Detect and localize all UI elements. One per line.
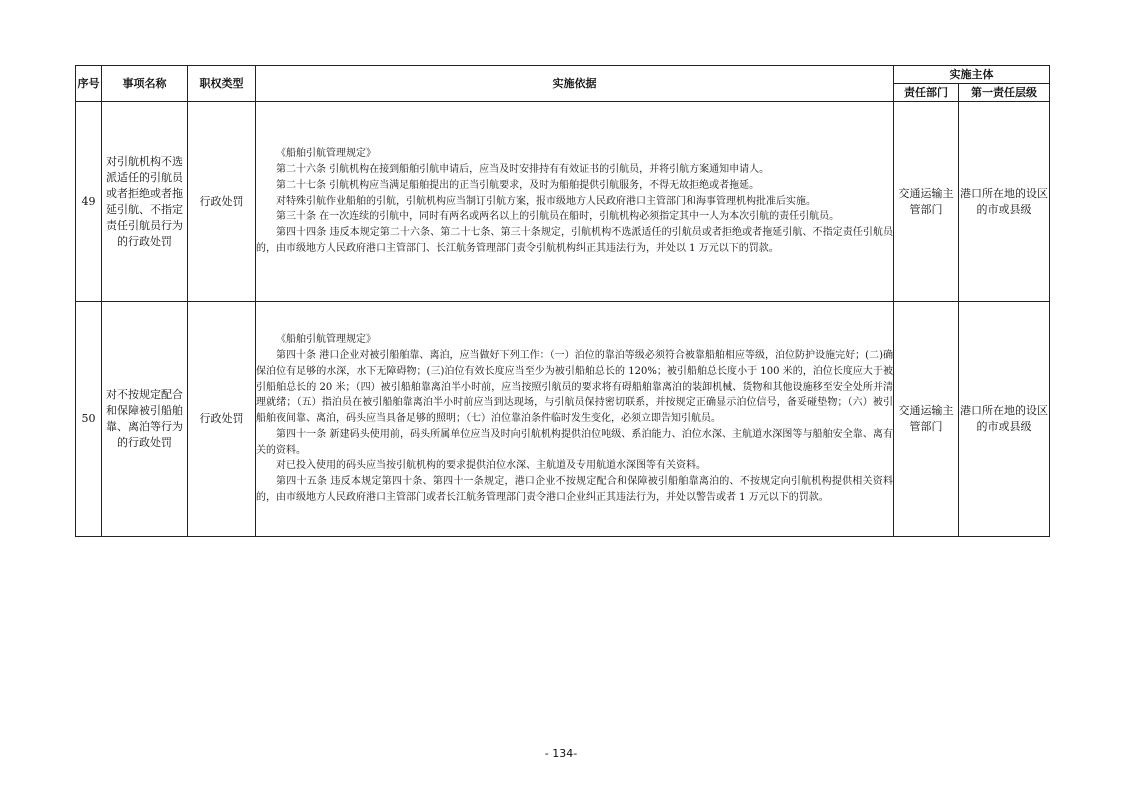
basis-paragraph: 第四十五条 违反本规定第四十条、第四十一条规定，港口企业不按规定配合和保障被引船舶靠离泊的、不按规定向引航机构提供相关资料的，由市级地方人民政府港口主管部门或者长江航务管理部门责令港口企业纠正其违法行为，并处以警告或者 1 万元以下的罚款。 — [256, 476, 893, 504]
header-responsible-dept: 责任部门 — [894, 84, 959, 102]
row-basis — [256, 302, 894, 537]
row-responsible-dept: 交通运输主管部门 — [894, 102, 959, 302]
basis-paragraph: 《船舶引航管理规定》 — [276, 148, 376, 160]
header-first-level: 第一责任层级 — [959, 84, 1050, 102]
row-authority-type: 行政处罚 — [188, 302, 256, 537]
header-authority-type: 职权类型 — [188, 66, 256, 102]
basis-paragraph: 第四十条 港口企业对被引船舶靠、离泊，应当做好下列工作：（一）泊位的靠泊等级必须符合被靠船舶相应等级，泊位防护设施完好；(二)确保泊位有足够的水深，水下无障碍物；(三)泊位有效长度应当至少为被引船舶总长的 120%；被引船舶总长度小于 100 米的，泊位长度应大于被引船舶总长的 20 米；（四）被引船舶靠离泊半小时前，应当按照引航员的要求将有碍船舶靠离泊的装卸机械、货物和其他设施移至安全处所并清理就绪；（五）指泊员在被引船舶靠离泊半小时前应当到达现场，与引航员保持密切联系，并按规定正确显示泊位信号，备妥碰垫物；（六）被引船舶夜间靠、离泊，码头应当具备足够的照明；（七）泊位靠泊条件临时发生变化，必须立即告知引航员。 — [256, 349, 893, 425]
basis-paragraph: 第二十七条 引航机构应当满足船舶提出的正当引航要求，及时为船舶提供引航服务，不得无故拒绝或者拖延。 — [276, 179, 760, 191]
enforcement-table — [75, 65, 1050, 537]
basis-paragraph: 第三十条 在一次连续的引航中，同时有两名或两名以上的引航员在船时，引航机构必须指定其中一人为本次引航的责任引航员。 — [276, 211, 840, 223]
row-basis — [256, 102, 894, 302]
row-authority-type: 行政处罚 — [188, 102, 256, 302]
basis-paragraph: 第四十四条 违反本规定第二十六条、第二十七条、第三十条规定，引航机构不选派适任的引航员或者拒绝或者拖延引航、不指定责任引航员的，由市级地方人民政府港口主管部门、长江航务管理部门责令引航机构纠正其违法行为，并处以 1 万元以下的罚款。 — [256, 227, 893, 254]
row-item-name: 对不按规定配合和保障被引船舶靠、离泊等行为的行政处罚 — [102, 302, 188, 537]
basis-paragraph: 对特殊引航作业船舶的引航，引航机构应当制订引航方案，报市级地方人民政府港口主管部门和海事管理机构批准后实施。 — [276, 195, 816, 207]
basis-paragraph: 《船舶引航管理规定》 — [276, 334, 376, 346]
row-seq: 49 — [76, 102, 102, 302]
header-basis: 实施依据 — [256, 66, 894, 102]
header-item-name: 事项名称 — [102, 66, 188, 102]
row-item-name: 对引航机构不选派适任的引航员或者拒绝或者拖延引航、不指定责任引航员行为的行政处罚 — [102, 102, 188, 302]
basis-paragraph: 第二十六条 引航机构在接到船舶引航申请后，应当及时安排持有有效证书的引航员，并将引航方案通知申请人。 — [276, 164, 770, 175]
row-responsible-dept: 交通运输主管部门 — [894, 302, 959, 537]
header-seq: 序号 — [76, 66, 102, 102]
table-row — [76, 102, 1050, 302]
row-first-level: 港口所在地的设区的市或县级 — [959, 302, 1050, 537]
table-row — [76, 302, 1050, 537]
basis-paragraph: 第四十一条 新建码头使用前，码头所属单位应当及时向引航机构提供泊位吨级、系泊能力、泊位水深、主航道水深图等与船舶安全靠、离有关的资料。 — [256, 428, 893, 456]
row-seq: 50 — [76, 302, 102, 537]
header-implementing-subject: 实施主体 — [894, 66, 1050, 84]
page-number: - 134- — [544, 747, 578, 760]
row-first-level: 港口所在地的设区的市或县级 — [959, 102, 1050, 302]
basis-paragraph: 对已投入使用的码头应当按引航机构的要求提供泊位水深、主航道及专用航道水深图等有关资料。 — [276, 460, 706, 472]
